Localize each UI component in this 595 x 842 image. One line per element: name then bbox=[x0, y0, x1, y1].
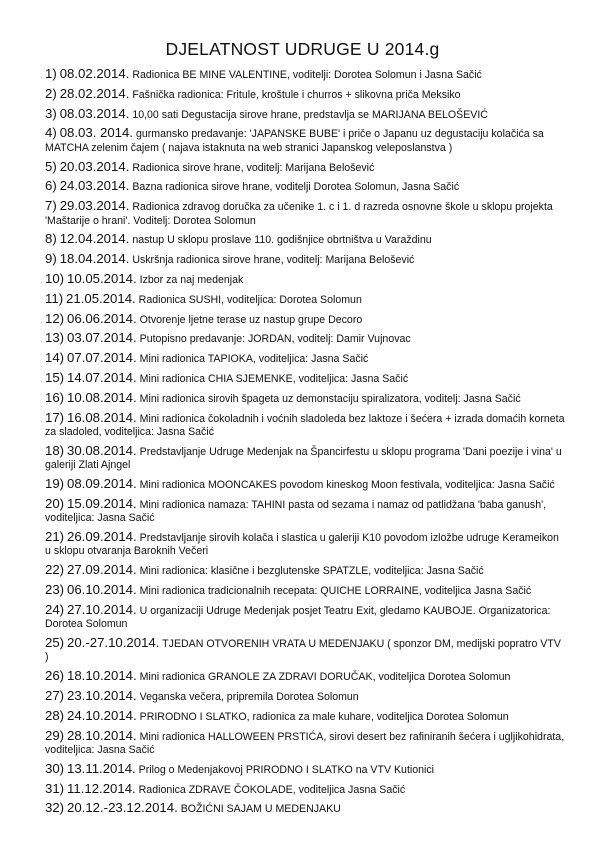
entry-description: Mini radionica TAPIOKA, voditeljica: Jasna Sačić bbox=[139, 353, 369, 366]
entry-description: BOŽIĆNI SAJAM U MEDENJAKU bbox=[180, 803, 341, 816]
entry-description: PRIRODNO I SLATKO, radionica za male kuhare, voditeljica Dorotea Solomun bbox=[139, 710, 509, 723]
list-item bbox=[45, 272, 565, 287]
list-item bbox=[45, 709, 565, 724]
entry-date: 15.09.2014. bbox=[67, 495, 137, 511]
entry-number: 21) bbox=[45, 528, 65, 544]
list-item bbox=[45, 669, 565, 684]
entry-date: 10.08.2014. bbox=[67, 389, 137, 405]
list-item bbox=[45, 636, 565, 665]
list-item bbox=[45, 391, 565, 406]
entry-number: 29) bbox=[45, 727, 65, 743]
list-item bbox=[45, 292, 565, 307]
list-item bbox=[45, 232, 565, 247]
entry-date: 24.10.2014. bbox=[67, 707, 137, 723]
entry-number: 24) bbox=[45, 601, 65, 617]
list-item bbox=[45, 371, 565, 386]
entry-number: 28) bbox=[45, 707, 65, 723]
entry-number: 25) bbox=[45, 634, 65, 650]
list-item bbox=[45, 762, 565, 777]
list-item bbox=[45, 411, 565, 440]
entry-number: 1) bbox=[45, 66, 57, 81]
entry-date: 08.03.2014. bbox=[59, 105, 130, 121]
entry-number: 22) bbox=[45, 562, 65, 578]
entry-number: 20) bbox=[45, 495, 65, 511]
entry-number: 15) bbox=[45, 369, 65, 385]
entry-number: 11) bbox=[45, 290, 64, 306]
entry-number: 31) bbox=[45, 780, 65, 796]
entry-date: 27.09.2014. bbox=[67, 562, 137, 578]
entry-date: 23.10.2014. bbox=[67, 687, 137, 703]
entry-number: 3) bbox=[45, 105, 57, 121]
entry-number: 4) bbox=[45, 125, 57, 141]
entry-number: 30) bbox=[45, 760, 65, 776]
entry-description: Radionica ZDRAVE ČOKOLADE, voditeljica Jasna Sačić bbox=[138, 783, 406, 796]
entry-date: 11.12.2014. bbox=[67, 780, 136, 796]
entry-number: 12) bbox=[45, 310, 65, 326]
entry-number: 5) bbox=[45, 158, 57, 174]
entry-description: Uskršnja radionica sirove hrane, voditelj: Marijana Belošević bbox=[132, 254, 415, 267]
entry-date: 08.03. 2014. bbox=[59, 125, 134, 141]
list-item bbox=[45, 782, 565, 797]
entry-description: Radionica zdravog doručka za učenike 1. c i 1. d razreda osnovne škole u sklopu projekta 'Maštarije o hrani'. Voditelj: Dorotea Solomun bbox=[45, 201, 553, 227]
entry-date: 28.02.2014. bbox=[59, 85, 130, 101]
entry-description: gurmansko predavanje: 'JAPANSKE BUBE' i priče o Japanu uz degustaciju kolačića sa MATCHA zelenim čajem ( najava istaknuta na web stranici Japanskog veleposlanstva ) bbox=[45, 128, 544, 154]
entry-description: Radionica BE MINE VALENTINE, voditelji: Dorotea Solomun i Jasna Sačić bbox=[132, 69, 482, 81]
entry-date: 07.07.2014. bbox=[67, 350, 137, 366]
list-item bbox=[45, 530, 565, 559]
entry-number: 27) bbox=[45, 687, 65, 703]
entry-description: Predstavljanje Udruge Medenjak na Špancirfestu u sklopu programa 'Dani poezije i vina' u galeriji Zlati Ajngel bbox=[45, 445, 562, 472]
entry-date: 12.04.2014. bbox=[59, 231, 130, 247]
list-item bbox=[45, 729, 565, 758]
entry-description: U organizaciji Udruge Medenjak posjet Teatru Exit, gledamo KAUBOJE. Organizatorica: Dorotea Solomun bbox=[45, 604, 551, 631]
activity-list bbox=[45, 67, 565, 821]
list-item bbox=[45, 107, 565, 122]
entry-number: 2) bbox=[45, 85, 57, 101]
entry-date: 29.03.2014. bbox=[59, 198, 130, 214]
list-item bbox=[45, 331, 565, 346]
entry-date: 13.11.2014. bbox=[67, 760, 136, 776]
list-item bbox=[45, 583, 565, 598]
entry-date: 20.03.2014. bbox=[59, 158, 130, 174]
list-item bbox=[45, 497, 565, 526]
entry-number: 19) bbox=[45, 475, 65, 491]
list-item bbox=[45, 563, 565, 578]
entry-description: Otvorenje ljetne terase uz nastup grupe Decoro bbox=[139, 313, 363, 326]
list-item bbox=[45, 179, 565, 194]
list-item bbox=[45, 312, 565, 327]
entry-date: 21.05.2014. bbox=[66, 290, 136, 306]
entry-date: 03.07.2014. bbox=[67, 330, 137, 346]
entry-description: Izbor za naj medenjak bbox=[139, 273, 244, 286]
entry-number: 17) bbox=[45, 409, 65, 425]
entry-description: Fašnička radionica: Fritule, kroštule i churros + slikovna priča Meksiko bbox=[132, 88, 461, 101]
entry-number: 26) bbox=[45, 668, 65, 684]
list-item bbox=[45, 252, 565, 267]
entry-number: 6) bbox=[45, 178, 57, 194]
entry-description: Mini radionica namaza: TAHINI pasta od sezama i namaz od patlidžana 'baba ganush', voditeljica: Jasna Sačić bbox=[45, 498, 547, 525]
list-item bbox=[45, 603, 565, 632]
entry-number: 8) bbox=[45, 231, 57, 247]
entry-date: 14.07.2014. bbox=[67, 369, 137, 385]
entry-description: TJEDAN OTVORENIH VRATA U MEDENJAKU ( sponzor DM, medijski popratro VTV ) bbox=[45, 637, 561, 664]
entry-description: Radionica sirove hrane, voditelj: Marijana Belošević bbox=[132, 161, 375, 174]
entry-date: 26.09.2014. bbox=[67, 528, 137, 544]
list-item bbox=[45, 67, 565, 82]
entry-date: 27.10.2014. bbox=[67, 601, 137, 617]
list-item bbox=[45, 477, 565, 492]
entry-date: 20.-27.10.2014. bbox=[67, 634, 160, 650]
entry-number: 16) bbox=[45, 389, 65, 405]
list-item bbox=[45, 199, 565, 228]
page-title: DJELATNOST UDRUGE U 2014.g bbox=[165, 39, 440, 59]
entry-date: 08.02.2014. bbox=[59, 66, 130, 81]
list-item bbox=[45, 351, 565, 366]
entry-date: 18.10.2014. bbox=[67, 668, 137, 684]
entry-description: Mini radionica MOONCAKES povodom kineskog Moon festivala, voditeljica: Jasna Sačić bbox=[139, 478, 555, 491]
entry-number: 23) bbox=[45, 581, 65, 597]
entry-date: 30.08.2014. bbox=[67, 442, 137, 458]
list-item bbox=[45, 126, 565, 155]
entry-number: 14) bbox=[45, 350, 65, 366]
entry-description: Mini radionica HALLOWEEN PRSTIĆA, sirovi desert bez rafiniranih šećera i ugljikohidrata, voditeljica: Jasna Sačić bbox=[45, 730, 565, 756]
entry-date: 24.03.2014. bbox=[59, 178, 130, 194]
entry-description: Mini radionica sirovih špageta uz demonstaciju spiralizatora, voditelj: Jasna Sačić bbox=[139, 392, 521, 405]
entry-number: 32) bbox=[45, 800, 65, 816]
entry-description: 10,00 sati Degustacija sirove hrane, predstavlja se MARIJANA BELOŠEVIĆ bbox=[132, 108, 488, 121]
entry-description: Veganska večera, pripremila Dorotea Solomun bbox=[139, 690, 359, 703]
entry-date: 10.05.2014. bbox=[67, 270, 137, 286]
list-item bbox=[45, 444, 565, 473]
entry-date: 08.09.2014. bbox=[67, 475, 137, 491]
list-item bbox=[45, 87, 565, 102]
entry-number: 13) bbox=[45, 330, 65, 346]
entry-date: 28.10.2014. bbox=[67, 727, 137, 743]
entry-date: 06.06.2014. bbox=[67, 310, 137, 326]
entry-description: Mini radionica čokoladnih i voćnih sladoleda bez laktoze i šećera + izrada domaćih korneta za sladoled, voditeljica: Jasna Sačić bbox=[45, 412, 565, 438]
entry-number: 7) bbox=[45, 198, 57, 214]
entry-description: Mini radionica CHIA SJEMENKE, voditeljica: Jasna Sačić bbox=[139, 372, 409, 385]
entry-description: Putopisno predavanje: JORDAN, voditelj: Damir Vujnovac bbox=[139, 333, 411, 346]
entry-description: Predstavljanje sirovih kolača i slastica u galeriji K10 povodom izložbe udruge Kerameikon u sklopu otvaranja Baroknih Večeri bbox=[45, 531, 559, 558]
entry-number: 9) bbox=[45, 251, 57, 267]
entry-date: 16.08.2014. bbox=[67, 409, 137, 425]
entry-description: Mini radionica: klasične i bezglutenske SPATZLE, voditeljica: Jasna Sačić bbox=[139, 565, 484, 578]
entry-description: Mini radionica tradicionalnih recepata: QUICHE LORRAINE, voditeljica Jasna Sačić bbox=[139, 584, 532, 597]
entry-description: nastup U sklopu proslave 110. godišnjice obrtništva u Varaždinu bbox=[132, 234, 432, 247]
entry-date: 06.10.2014. bbox=[67, 581, 137, 597]
list-item bbox=[45, 160, 565, 175]
entry-description: Bazna radionica sirove hrane, voditelji Dorotea Solomun, Jasna Sačić bbox=[132, 181, 460, 194]
list-item bbox=[45, 801, 565, 816]
entry-description: Mini radionica GRANOLE ZA ZDRAVI DORUČAK, voditeljica Dorotea Solomun bbox=[139, 671, 511, 684]
list-item bbox=[45, 689, 565, 704]
entry-description: Radionica SUSHI, voditeljica: Dorotea Solomun bbox=[138, 293, 362, 306]
entry-number: 10) bbox=[45, 270, 65, 286]
entry-date: 20.12.-23.12.2014. bbox=[67, 800, 178, 816]
entry-description: Prilog o Medenjakovoj PRIRODNO I SLATKO na VTV Kutionici bbox=[138, 763, 435, 776]
entry-date: 18.04.2014. bbox=[59, 251, 130, 267]
entry-number: 18) bbox=[45, 442, 65, 458]
